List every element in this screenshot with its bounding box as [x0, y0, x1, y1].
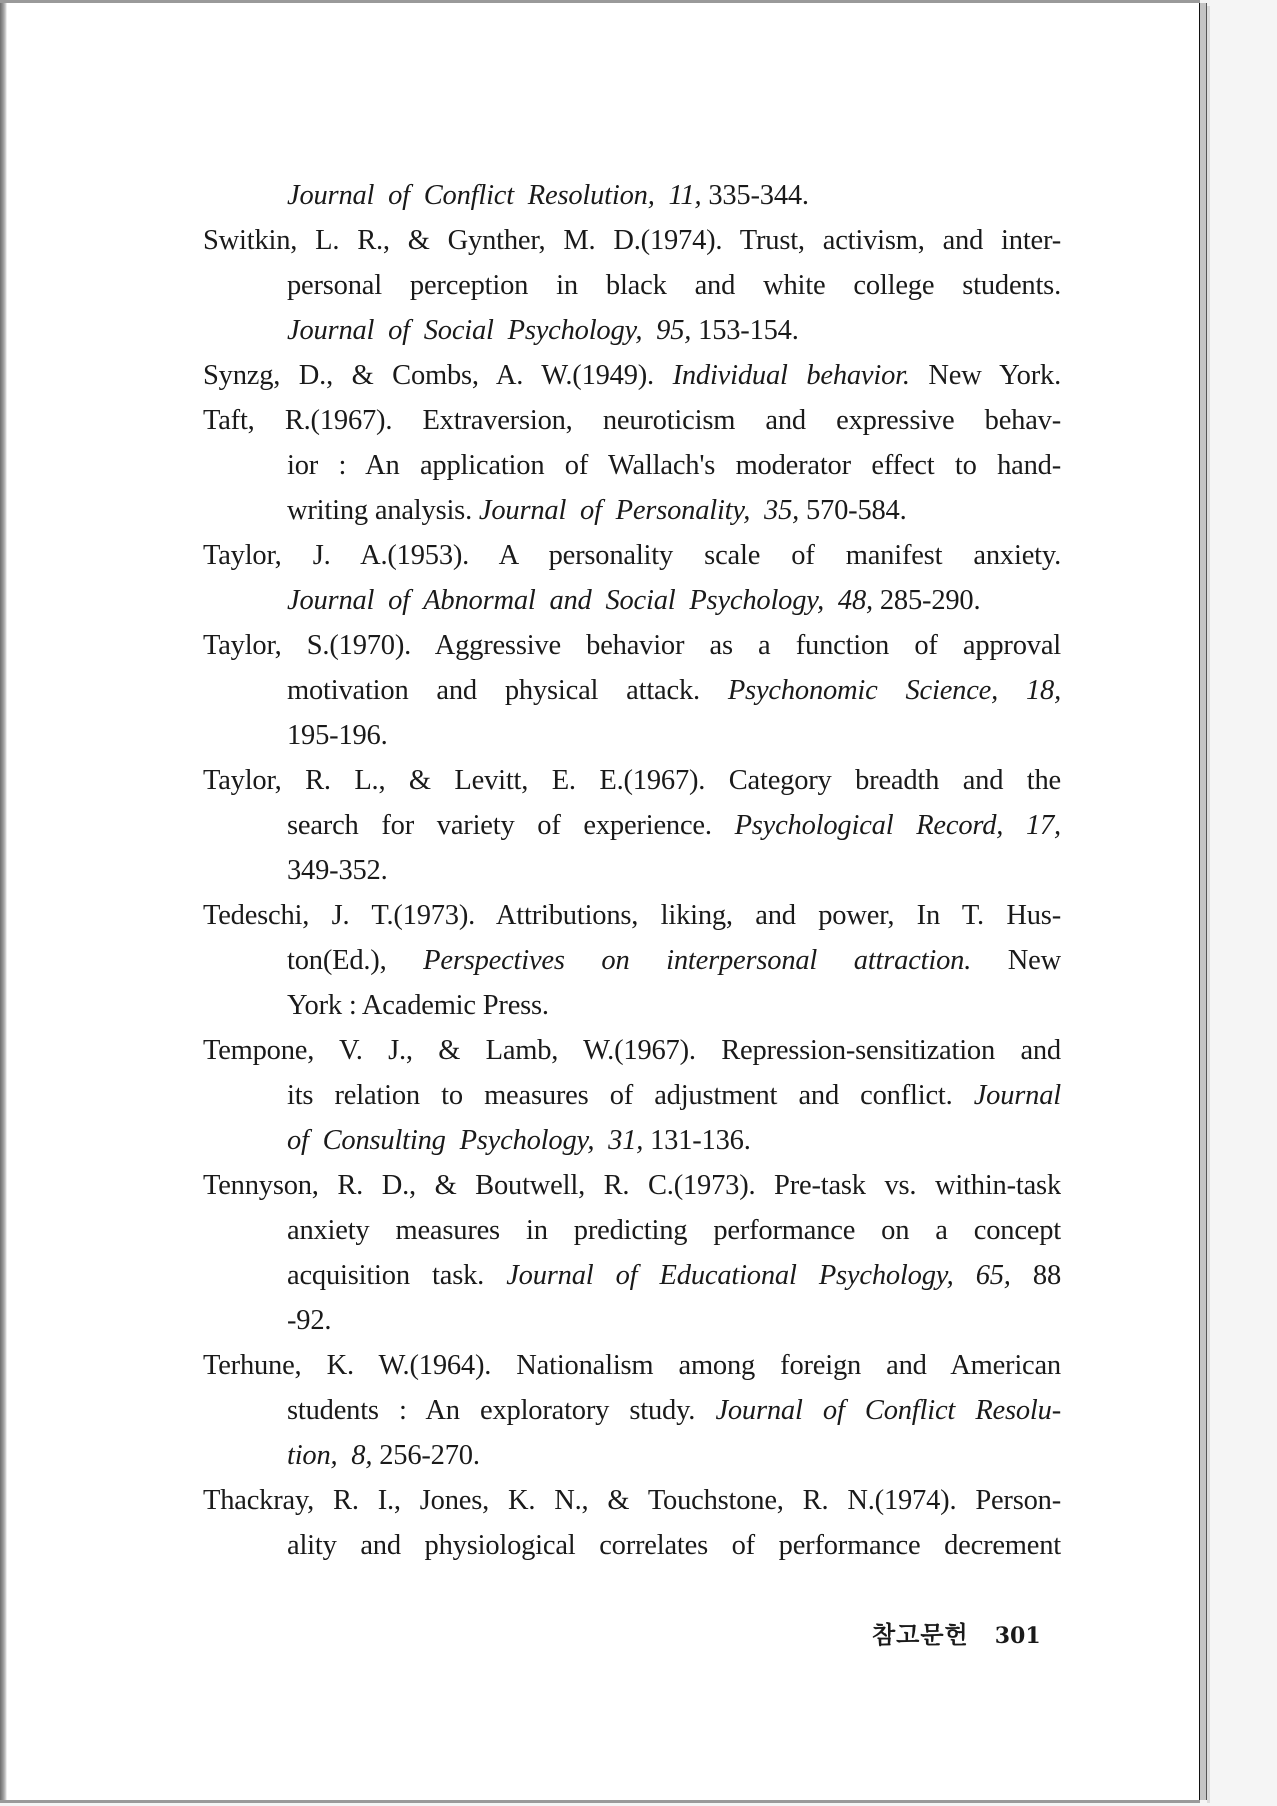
reference-text: 131-136.: [643, 1125, 751, 1156]
reference-text: personal perception in black and white college students.: [287, 270, 1061, 301]
reference-entry-continuation-line: [203, 983, 1061, 1028]
reference-text: 570-584.: [799, 495, 907, 526]
reference-text: search for variety of experience.: [287, 810, 735, 841]
reference-text: Taylor, S.(1970). Aggressive behavior as a function of approval: [203, 630, 1061, 661]
page-number: 301: [994, 1623, 1041, 1649]
italic-title-text: Journal of Personality, 35,: [478, 495, 800, 526]
italic-title-text: Psychonomic Science, 18,: [727, 675, 1061, 706]
reference-text: 153-154.: [691, 315, 799, 346]
reference-text: anxiety measures in predicting performance on a concept: [287, 1215, 1061, 1246]
page-footer: [872, 1615, 1041, 1650]
reference-entry-first-line: [203, 353, 1061, 398]
reference-entry-continuation-line: [203, 1523, 1061, 1568]
reference-text: Taylor, J. A.(1953). A personality scale of manifest anxiety.: [203, 540, 1061, 571]
reference-entry-continuation-line: [203, 1253, 1061, 1298]
reference-text: York : Academic Press.: [287, 990, 549, 1021]
reference-text: Switkin, L. R., & Gynther, M. D.(1974). Trust, activism, and inter-: [203, 225, 1061, 256]
italic-title-text: Individual behavior.: [672, 360, 910, 391]
reference-text: 88: [1010, 1260, 1061, 1291]
reference-text: 195-196.: [287, 720, 388, 751]
reference-text: its relation to measures of adjustment and conflict.: [287, 1080, 974, 1111]
reference-entry-continuation-line: [203, 1388, 1061, 1433]
reference-entry-first-line: [203, 1028, 1061, 1073]
page-left-edge: [0, 3, 7, 1800]
reference-entry-continuation-line: [203, 848, 1061, 893]
reference-entry-continuation-line: [203, 1433, 1061, 1478]
reference-entry-continuation-line: [203, 1208, 1061, 1253]
italic-title-text: Perspectives on interpersonal attraction.: [423, 945, 972, 976]
reference-list: [203, 173, 1061, 1568]
reference-text: 256-270.: [372, 1440, 480, 1471]
reference-text: New: [971, 945, 1061, 976]
reference-text: students : An exploratory study.: [287, 1395, 716, 1426]
reference-entry-continuation-line: [203, 1298, 1061, 1343]
italic-title-text: Journal: [973, 1080, 1061, 1111]
reference-text: motivation and physical attack.: [287, 675, 728, 706]
italic-title-text: Journal of Social Psychology, 95,: [287, 315, 692, 346]
reference-text: 349-352.: [287, 855, 388, 886]
reference-entry-first-line: [203, 893, 1061, 938]
reference-text: ality and physiological correlates of performance decrement: [287, 1530, 1061, 1561]
italic-title-text: Journal of Abnormal and Social Psychology, 48,: [287, 585, 873, 616]
reference-text: -92.: [287, 1305, 332, 1336]
italic-title-text: tion, 8,: [287, 1440, 373, 1471]
page-right-edge: [1199, 3, 1207, 1800]
reference-text: ton(Ed.),: [287, 945, 424, 976]
reference-text: Tennyson, R. D., & Boutwell, R. C.(1973). Pre-task vs. within-task: [203, 1170, 1061, 1201]
reference-entry-continuation-line: [203, 713, 1061, 758]
reference-entry-first-line: [203, 1163, 1061, 1208]
reference-entry-continuation-line: [203, 173, 1061, 218]
reference-entry-continuation-line: [203, 803, 1061, 848]
reference-text: acquisition task.: [287, 1260, 507, 1291]
reference-text: New York.: [909, 360, 1061, 391]
italic-title-text: Journal of Educational Psychology, 65,: [506, 1260, 1011, 1291]
reference-text: Terhune, K. W.(1964). Nationalism among foreign and American: [203, 1350, 1061, 1381]
reference-text: writing analysis.: [287, 495, 479, 526]
reference-text: Tempone, V. J., & Lamb, W.(1967). Repression-sensitization and: [203, 1035, 1061, 1066]
reference-text: 335-344.: [701, 180, 809, 211]
reference-entry-continuation-line: [203, 488, 1061, 533]
reference-text: Taft, R.(1967). Extraversion, neuroticism and expressive behav-: [203, 405, 1061, 436]
reference-entry-continuation-line: [203, 263, 1061, 308]
reference-entry-continuation-line: [203, 938, 1061, 983]
reference-entry-continuation-line: [203, 578, 1061, 623]
italic-title-text: Journal of Conflict Resolu-: [715, 1395, 1061, 1426]
reference-entry-first-line: [203, 1343, 1061, 1388]
reference-text: 285-290.: [872, 585, 981, 616]
reference-entry-first-line: [203, 533, 1061, 578]
reference-text: Thackray, R. I., Jones, K. N., & Touchstone, R. N.(1974). Person-: [203, 1485, 1061, 1516]
reference-entry-first-line: [203, 758, 1061, 803]
reference-entry-first-line: [203, 398, 1061, 443]
reference-text: ior : An application of Wallach's moderator effect to hand-: [287, 450, 1061, 481]
reference-entry-continuation-line: [203, 1073, 1061, 1118]
reference-entry-first-line: [203, 623, 1061, 668]
page-shadow: [1207, 6, 1210, 1803]
reference-text: Taylor, R. L., & Levitt, E. E.(1967). Category breadth and the: [203, 765, 1061, 796]
reference-entry-continuation-line: [203, 443, 1061, 488]
italic-title-text: Journal of Conflict Resolution, 11,: [287, 180, 702, 211]
reference-entry-first-line: [203, 218, 1061, 263]
italic-title-text: of Consulting Psychology, 31,: [287, 1125, 644, 1156]
reference-entry-continuation-line: [203, 308, 1061, 353]
running-footer-section-title: 참고문헌: [872, 1621, 969, 1649]
italic-title-text: Psychological Record, 17,: [734, 810, 1061, 841]
reference-entry-first-line: [203, 1478, 1061, 1523]
reference-text: Tedeschi, J. T.(1973). Attributions, liking, and power, In T. Hus-: [203, 900, 1061, 931]
reference-text: Synzg, D., & Combs, A. W.(1949).: [203, 360, 673, 391]
reference-entry-continuation-line: [203, 668, 1061, 713]
reference-entry-continuation-line: [203, 1118, 1061, 1163]
